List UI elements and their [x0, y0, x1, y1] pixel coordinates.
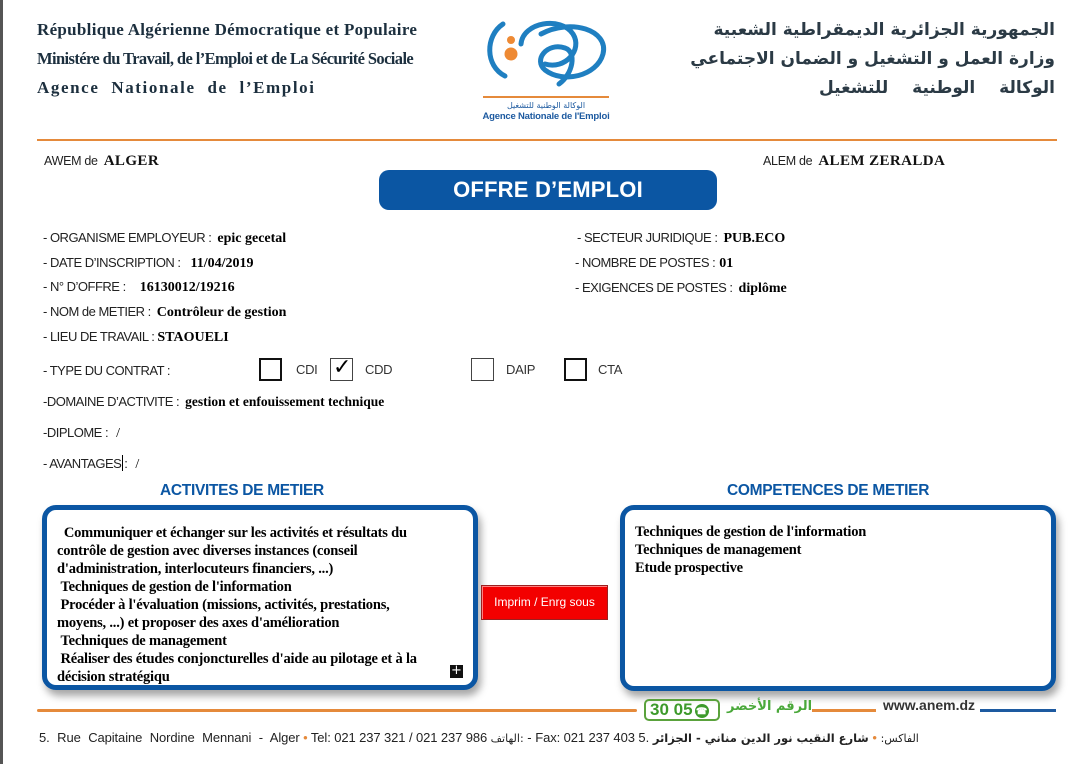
header-arabic	[690, 18, 1055, 105]
field-organisme: - ORGANISME EMPLOYEUR : epic gecetal	[43, 230, 287, 246]
activites-textbox[interactable]	[42, 505, 478, 690]
address-tel: Tel: 021 237 321 / 021 237 986	[310, 730, 488, 745]
address-ar-number: .5	[638, 730, 650, 745]
activites-line: Techniques de gestion de l'information	[57, 579, 292, 595]
field-nombre-postes: - NOMBRE DE POSTES : 01	[575, 255, 734, 271]
address-tel-ar: الهاتف:	[490, 732, 524, 745]
field-domaine-activite: -DOMAINE D’ACTIVITE : gestion et enfouissement technique	[43, 394, 385, 409]
checkbox-daip[interactable]	[471, 358, 494, 381]
field-avantages: - AVANTAGES : /	[43, 456, 140, 472]
secteur-juridique-value: PUB.ECO	[723, 231, 786, 246]
field-numero-offre: - N° D’OFFRE : 16130012/19216	[43, 279, 235, 295]
awem-value: ALGER	[103, 153, 160, 169]
checkbox-cdd[interactable]	[330, 355, 353, 381]
activites-title: ACTIVITES DE METIER	[160, 482, 324, 499]
contract-type-label: - TYPE DU CONTRAT :	[43, 363, 171, 378]
footer-divider-mid	[812, 709, 876, 712]
header-ar-ministry: وزارة العمل و التشغيل و الضمان الاجتماعي	[690, 49, 1055, 69]
header-french	[37, 18, 417, 105]
alem-line	[763, 153, 945, 170]
checkbox-cta[interactable]	[564, 358, 587, 381]
exigences-postes-value: diplôme	[738, 281, 787, 296]
website-link[interactable]: www.anem.dz	[883, 697, 976, 713]
address-fax: - Fax: 021 237 403	[527, 730, 635, 745]
header-divider	[37, 139, 1057, 141]
field-lieu-travail: - LIEU DE TRAVAIL : STAOUELI	[43, 329, 229, 345]
checkmark-icon: ✓	[333, 355, 352, 380]
competences-line: Etude prospective	[635, 560, 743, 576]
anem-logo-icon	[481, 14, 611, 92]
print-save-button[interactable]: Imprim / Enrg sous	[481, 585, 608, 620]
anem-logo	[478, 14, 614, 134]
activites-line: décision stratégiqu	[57, 669, 170, 685]
logo-french-caption: Agence Nationale de l'Emploi	[482, 111, 610, 122]
footer-address	[39, 730, 919, 745]
checkbox-cdi[interactable]	[259, 358, 282, 381]
footer-divider	[37, 709, 637, 712]
expand-plus-icon[interactable]: +	[451, 663, 462, 678]
address-fr: 5. Rue Capitaine Nordine Mennani - Alger	[39, 730, 300, 745]
logo-arabic-caption: الوكالة الوطنية للتشغيل	[506, 101, 586, 110]
phone-icon: ☎	[695, 706, 708, 716]
lieu-travail-value: STAOUELI	[157, 330, 229, 345]
activites-line: Réaliser des études conjoncturelles d'aide au pilotage et à la	[57, 651, 417, 667]
green-number-badge	[644, 699, 720, 721]
bullet-dot-icon: •	[872, 730, 877, 745]
header-ar-agency: الوكالة الوطنية للتشغيل	[818, 78, 1055, 98]
field-nom-metier: - NOM de METIER : Contrôleur de gestion	[43, 304, 287, 320]
competences-textbox[interactable]	[620, 505, 1056, 691]
competences-line: Techniques de management	[635, 542, 802, 558]
activites-line: d'administration, interlocuteurs financiers, ...)	[57, 561, 334, 577]
green-number: 30 05	[650, 700, 693, 719]
awem-label: AWEM de	[44, 154, 98, 168]
alem-label: ALEM de	[763, 154, 813, 168]
awem-line	[44, 153, 159, 170]
page-title: OFFRE D’EMPLOI	[379, 170, 717, 210]
bullet-dot-icon: •	[303, 730, 308, 745]
avantages-value: /	[135, 457, 140, 472]
activites-line: Procéder à l'évaluation (missions, activités, prestations,	[57, 597, 390, 613]
date-inscription-value: 11/04/2019	[190, 256, 254, 271]
checkbox-cta-label: CTA	[598, 362, 623, 377]
checkbox-cdi-label: CDI	[296, 362, 318, 377]
competences-title: COMPETENCES DE METIER	[727, 482, 930, 499]
organisme-value: epic gecetal	[217, 231, 287, 246]
header-agency: Agence Nationale de l’Emploi	[37, 78, 316, 97]
header-ministry: Ministére du Travail, de l’Emploi et de La Sécurité Sociale	[37, 49, 414, 68]
competences-content	[625, 510, 1051, 577]
diplome-value: /	[116, 426, 120, 441]
numero-offre-value: 16130012/19216	[139, 280, 235, 295]
nombre-postes-value: 01	[719, 256, 734, 271]
header-republic: République Algérienne Démocratique et Populaire	[37, 20, 418, 39]
address-ar: شارع النقيب نور الدين مناني - الجزائر	[652, 731, 869, 745]
activites-line: Techniques de management	[57, 633, 227, 649]
activites-content	[47, 510, 473, 686]
address-fax-ar: الفاكس:	[880, 732, 919, 745]
checkbox-daip-label: DAIP	[506, 362, 536, 377]
alem-value: ALEM ZERALDA	[818, 153, 946, 169]
activites-line: Communiquer et échanger sur les activités et résultats du	[57, 525, 407, 541]
field-exigences-postes: - EXIGENCES DE POSTES : diplôme	[575, 280, 787, 296]
checkbox-cdd-label: CDD	[365, 362, 393, 377]
nom-metier-value: Contrôleur de gestion	[156, 305, 287, 320]
header-ar-republic: الجمهورية الجزائرية الديمقراطية الشعبية	[713, 20, 1055, 40]
domaine-activite-value: gestion et enfouissement technique	[185, 394, 385, 409]
footer-divider-blue	[980, 709, 1056, 712]
green-number-label: الرقم الأخضر	[727, 699, 813, 714]
field-secteur-juridique: - SECTEUR JURIDIQUE : PUB.ECO	[577, 230, 786, 246]
window-left-edge	[0, 0, 3, 764]
competences-line: Techniques de gestion de l'information	[635, 524, 867, 540]
field-date-inscription: - DATE D’INSCRIPTION : 11/04/2019	[43, 255, 254, 271]
activites-line: moyens, ...) et proposer des axes d'amélioration	[57, 615, 340, 631]
activites-line: contrôle de gestion avec diverses instances (conseil	[57, 543, 358, 559]
field-diplome: -DIPLOME : /	[43, 425, 120, 441]
